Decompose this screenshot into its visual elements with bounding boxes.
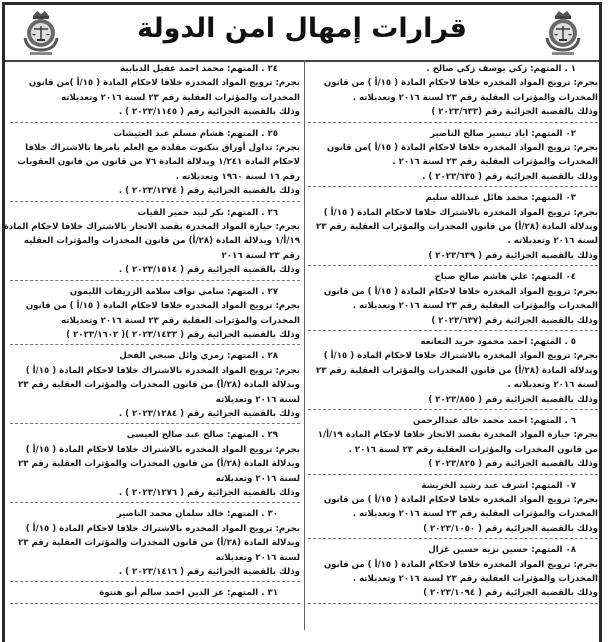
charge-line: رقم ١٦ لسنة ١٩٦٠ وتعديلاته . xyxy=(175,171,300,182)
decision-entry xyxy=(308,479,598,540)
charge-line: بجرم: ترويج المواد المخدره بالاشتراك خلافا لاحكام المادة ( ١٥/أ ) xyxy=(25,523,300,534)
charge-line: المخدرات والمؤثرات العقلية رقم ٢٣ لسنة ٢٠١٦ وتعديلاته . xyxy=(352,574,598,584)
decision-entry xyxy=(10,62,300,123)
decision-entry xyxy=(10,428,300,503)
charge-line: بجرم: ترويج المواد المخدره بالاشتراك خلافا لاحكام المادة ( ١٥/أ ) xyxy=(323,207,598,218)
case-number-line: وذلك بالقضية الجزائية رقم ( ٢٠٢٣/١٢٧٤ ) . xyxy=(118,186,300,197)
defendant-name: ٢٧ . المتهم: سامي نواف سلامه الزريقات الليمون xyxy=(69,286,278,297)
defendant-name: ١ . المتهم: زكي يوسف زكي صالح . xyxy=(426,64,576,74)
defendant-name: ٠٨ المتهم: حسين نزيه حسين غزال xyxy=(428,545,576,556)
case-number-line: وذلك بالقضية الجزائية رقم ( ٢٠٢٣/٦٣٥ ) . xyxy=(422,171,598,182)
case-number-line: وذلك بالقضية الجزائية رقم ( ٢٠٢٣/١٢٧٦ ) . xyxy=(118,487,300,498)
decision-entry xyxy=(10,349,300,424)
charge-line: بجرم: ترويج المواد المخدره خلافا لاحكام المادة ( ١٥/أ ) من قانون xyxy=(323,78,598,89)
charge-line: بجرم: حيازة المواد المخدرة بقصد الاتجار بالاشتراك خلافا لاحكام المادة xyxy=(3,222,300,233)
defendant-name: ٠٤ المتهم: علي هاشم صالح صباح xyxy=(434,272,576,283)
charge-line: المخدرات والمؤثرات العقلية رقم ٢٣ لسنة ٢٠١٦ وتعديلاته . xyxy=(352,92,598,103)
charge-line: ١٩/أ/١ وبدلالة المادة (٢٨/أ) من قانون المخدرات والمؤثرات العقليه xyxy=(23,236,300,247)
page-title: قرارات إمهال امن الدولة xyxy=(137,13,467,44)
decision-entry xyxy=(308,191,598,266)
left-column xyxy=(3,62,300,608)
defendant-name: ٣٠ . المتهم: خالد سلمان محمد الناصير xyxy=(116,509,278,520)
charge-line: وبدلالة المادة (٢٨/أ) من قانون المخدرات والمؤثرات العقلية رقم ٢٣ xyxy=(316,222,598,233)
emblem-left-icon xyxy=(17,8,65,58)
case-number-line: وذلك بالقضية الجزائية رقم ( ٢٠٢٣/١١٤٥ ) . xyxy=(118,107,300,118)
charge-line: وبدلالة المادة (٢٨/أ) من قانون المخدرات والمؤثرات العقلية رقم ٢٣ xyxy=(18,459,300,470)
defendant-name: ٢٩ . المتهم: صالح عبد صالح العيسى xyxy=(126,430,278,441)
charge-line: المخدرات والمؤثرات العقلية رقم ٢٣ لسنة ٢٠١٦ وتعديلاته . xyxy=(352,301,598,312)
charge-line: لسنة ٢٠١٦ وتعديلاته xyxy=(215,394,300,405)
case-number-line: وذلك بالقضية الجزائية رقم ( ٢٠٢٣/٨٥٥ ) xyxy=(428,394,598,405)
charge-line: المخدرات والمؤثرات العقلية رقم ٢٣ لسنة ٢٠١٦ . xyxy=(392,157,598,168)
decision-entry xyxy=(308,127,598,188)
defendant-name: ٢٨ . المتهم: رمزي وائل صبحي الفحل xyxy=(119,351,278,362)
charge-line: بجرم: ترويج المواد المخدره خلافا لاحكام المادة ( ١٥/أ ) من قانون xyxy=(323,286,598,297)
charge-line: لسنة ٢٠١٦ وتعديلاته . xyxy=(507,380,598,391)
charge-line: لسنة ٢٠١٦ وتعديلاته xyxy=(215,552,300,563)
defendant-name: ٣١ . المتهم: عز الدين احمد سالم أبو هنتوة xyxy=(99,588,278,599)
defendant-name: ٢٦ . المتهم: بكر لبيد حمير القيات xyxy=(137,207,278,218)
case-number-line: وذلك بالقضية الجزائية رقم ( ٢٠٢٣/١٠٥٠ ) xyxy=(423,523,598,534)
defendant-name: ٠٣ المتهم: محمد هائل عبدالله سليم xyxy=(425,193,576,204)
defendant-name: ٢٥ . المتهم: هشام مسلم عبد العثيشات xyxy=(113,128,278,139)
decision-entry xyxy=(308,414,598,475)
decision-entry xyxy=(308,335,598,410)
defendant-name: ٦ . المتهم: احمد محمد خالد عبدالرحمن xyxy=(412,415,576,426)
decision-entry xyxy=(10,127,300,202)
charge-line: وبدلالة المادة (٢٨/أ) من قانون المخدرات والمؤثرات العقلية رقم ٢٣ xyxy=(316,365,598,376)
case-number-line: وذلك بالقضية الجزائية رقم (٢٠٢٣/٦٣٧ ) xyxy=(431,315,598,326)
case-number-line: وذلك بالقضية الجزائية رقم ( ٢٠٢٣/١٤٣٣ )( ٢٠٢٣/١٦٠٢ ) xyxy=(66,329,300,340)
decision-entry xyxy=(3,206,300,281)
charge-line: بجرم: تداول أوراق بنكنوت مقلدة مع العلم بامرها بالاشتراك خلافا xyxy=(25,143,300,154)
case-number-line: وذلك بالقضية الجزائية رقم ( ٢٠٢٣/١٥١٤ ) . xyxy=(118,265,300,276)
charge-line: المخدرات والمؤثرات العقلية رقم ٢٣ لسنة ٢٠١٦ وتعديلاته xyxy=(61,92,300,103)
charge-line: بجرم: ترويج المواد المخدره خلافا لاحكام المادة ( ١٥/أ )من قانون xyxy=(28,78,300,89)
defendant-name: ٢٤ . المتهم: محمد احمد عقيل الدبابية xyxy=(120,64,278,74)
charge-line: المخدرات والمؤثرات العقلية رقم ٢٣ لسنة ٢٠١٦ وتعديلاته . xyxy=(352,509,598,520)
decision-entry xyxy=(308,543,598,604)
decision-entry xyxy=(308,62,598,123)
decision-entry xyxy=(308,270,598,331)
decision-entry xyxy=(10,285,300,346)
charge-line: بجرم: ترويج المواد المخدره خلافا لاحكام المادة ( ١٥/أ ) من قانون xyxy=(323,494,598,505)
decision-entry xyxy=(10,586,300,603)
charge-line: وبدلالة المادة (٢٨/أ) من قانون المخدرات والمؤثرات العقلية رقم ٢٣ xyxy=(18,380,300,391)
page-header xyxy=(5,5,599,62)
charge-line: لسنة ٢٠١٦ وتعديلاته . xyxy=(507,236,598,247)
defendant-name: ٥ . المتهم: احمد محمود جريد التعانعه xyxy=(420,336,576,347)
charge-line: المخدرات والمؤثرات العقلية رقم ٢٣ لسنة ٢٠١٦ وتعديلاته xyxy=(61,315,300,326)
charge-line: رقم ٢٣ لسنة ٢٠١٦ xyxy=(221,250,300,261)
charge-line: لسنة ٢٠١٦ وتعديلاته xyxy=(215,473,300,484)
case-number-line: وذلك بالقضية الجزائية رقم ( ٢٠٢٣/١٤١٦ ) . xyxy=(118,567,300,577)
charge-line: بجرم: ترويج المواد المخدره خلافا لاحكام المادة ( ١٥/أ ) من قانون xyxy=(25,301,300,312)
defendant-name: ٠٧ المتهم: اشرف عبد رشيد الخريشة xyxy=(421,480,576,491)
charge-line: بجرم: ترويج المواد المخدره خلافا لاحكام المادة ( ١٥/أ ) من قانون xyxy=(323,559,598,570)
case-number-line: وذلك بالقضية الجزائية رقم ( ٢٠٢٣/١٠٩٤ ) xyxy=(423,588,598,599)
case-number-line: وذلك بالقضية الجزائية رقم (٢٠٢٣/٦٣٣ ) xyxy=(431,107,598,118)
charge-line: بجرم: ترويج المواد المخدره بالاشتراك خلافا لاحكام المادة ( ١٥/أ ) xyxy=(323,351,598,362)
charge-line: بجرم: ترويج المواد المخدره بالاشتراك خلافا لاحكام المادة ( ١٥/أ ) xyxy=(25,365,300,376)
column-divider xyxy=(304,60,305,630)
charge-line: بجرم: حيازة المواد المخدرة بقصد الاتجار خلافا لاحكام المادة ١٩/أ/١ xyxy=(317,430,598,441)
case-number-line: وذلك بالقضية الجزائية رقم ( ٢٠٢٣/٨٢٥ ) xyxy=(428,459,598,470)
case-number-line: وذلك بالقضية الجزائية رقم ( ٢٠٢٣/٦٣٩ ) xyxy=(428,250,598,261)
charge-line: بجرم: ترويج المواد المخدره خلافا لاحكام المادة ( ١٥/أ )من قانون xyxy=(326,143,598,154)
charge-line: بجرم: ترويج المواد المخدره بالاشتراك خلافا لاحكام المادة ( ١٥/أ ) xyxy=(25,444,300,455)
charge-line: وبدلالة المادة (٢٨/أ) من قانون المخدرات والمؤثرات العقلية رقم ٢٣ xyxy=(18,538,300,549)
charge-line: من قانون المخدرات والمؤثرات العقلية رقم ٢٣ لسنة ٢٠١٦ . xyxy=(348,444,598,455)
case-number-line: وذلك بالقضية الجزائية رقم ( ٢٠٢٣/١٢٨٤ ) . xyxy=(118,408,300,419)
right-column xyxy=(308,62,598,608)
decision-entry xyxy=(10,507,300,582)
charge-line: لاحكام المادة ١/٢٤١ وبدلالة المادة ٧٦ من قانون من قانون العقوبات xyxy=(17,157,300,168)
defendant-name: ٠٢ المتهم: اياد تيسير صالح الناصير xyxy=(430,128,576,139)
